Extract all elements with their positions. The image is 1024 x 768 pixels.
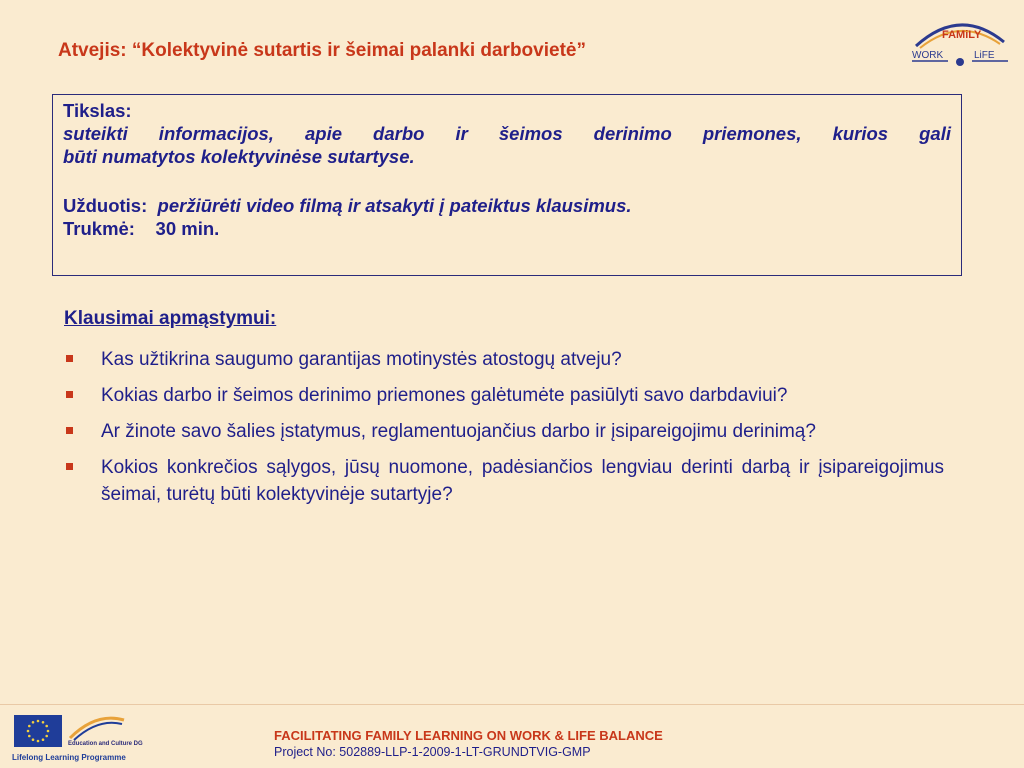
goal-box	[52, 94, 962, 276]
bullet-icon	[66, 391, 73, 398]
family-work-life-logo	[908, 12, 1012, 72]
goal-text-line1: suteikti informacijos, apie darbo ir šeimos derinimo priemones, kurios gali	[63, 123, 951, 144]
logo-life-text: LiFE	[974, 50, 995, 61]
list-item: Ar žinote savo šalies įstatymus, reglamentuojančius darbo ir įsipareigojimu derinimą?	[64, 418, 944, 445]
project-title: FACILITATING FAMILY LEARNING ON WORK & LIFE BALANCE	[274, 728, 663, 743]
goal-label: Tikslas:	[63, 100, 132, 121]
bullet-icon	[66, 355, 73, 362]
task-row	[63, 194, 951, 217]
task-text: peržiūrėti video filmą ir atsakyti į pateiktus klausimus.	[157, 195, 632, 216]
slide-title: Atvejis: “Kolektyvinė sutartis ir šeimai palanki darbovietė”	[58, 40, 586, 61]
project-number: Project No: 502889-LLP-1-2009-1-LT-GRUNDTVIG-GMP	[274, 745, 591, 759]
list-item: Kokios konkrečios sąlygos, jūsų nuomone, padėsiančios lengviau derinti darbą ir įsipareigojimus šeimai, turėtų būti kolektyvinėje sutartyje?	[64, 454, 944, 508]
eu-flag-icon	[14, 715, 62, 747]
duration-value: 30 min.	[155, 218, 220, 239]
list-item: Kokias darbo ir šeimos derinimo priemones galėtumėte pasiūlyti savo darbdaviui?	[64, 382, 944, 409]
programme-name: Lifelong Learning Programme	[12, 753, 126, 762]
bullet-icon	[66, 463, 73, 470]
eu-caption: Education and Culture DG	[68, 741, 143, 747]
questions-heading: Klausimai apmąstymui:	[64, 308, 277, 329]
logo-work-text: WORK	[912, 50, 944, 61]
task-label: Užduotis:	[63, 195, 148, 216]
duration-row	[63, 217, 951, 240]
questions-list	[64, 346, 944, 517]
list-item: Kas užtikrina saugumo garantijas motinystės atostogų atveju?	[64, 346, 944, 373]
footer-divider	[0, 704, 1024, 705]
logo-family-text: FAMiLY	[942, 29, 982, 41]
llp-swoosh-icon	[66, 712, 126, 742]
bullet-icon	[66, 427, 73, 434]
duration-label: Trukmė:	[63, 218, 135, 239]
goal-text-line2: būti numatytos kolektyvinėse sutartyse.	[63, 146, 415, 167]
